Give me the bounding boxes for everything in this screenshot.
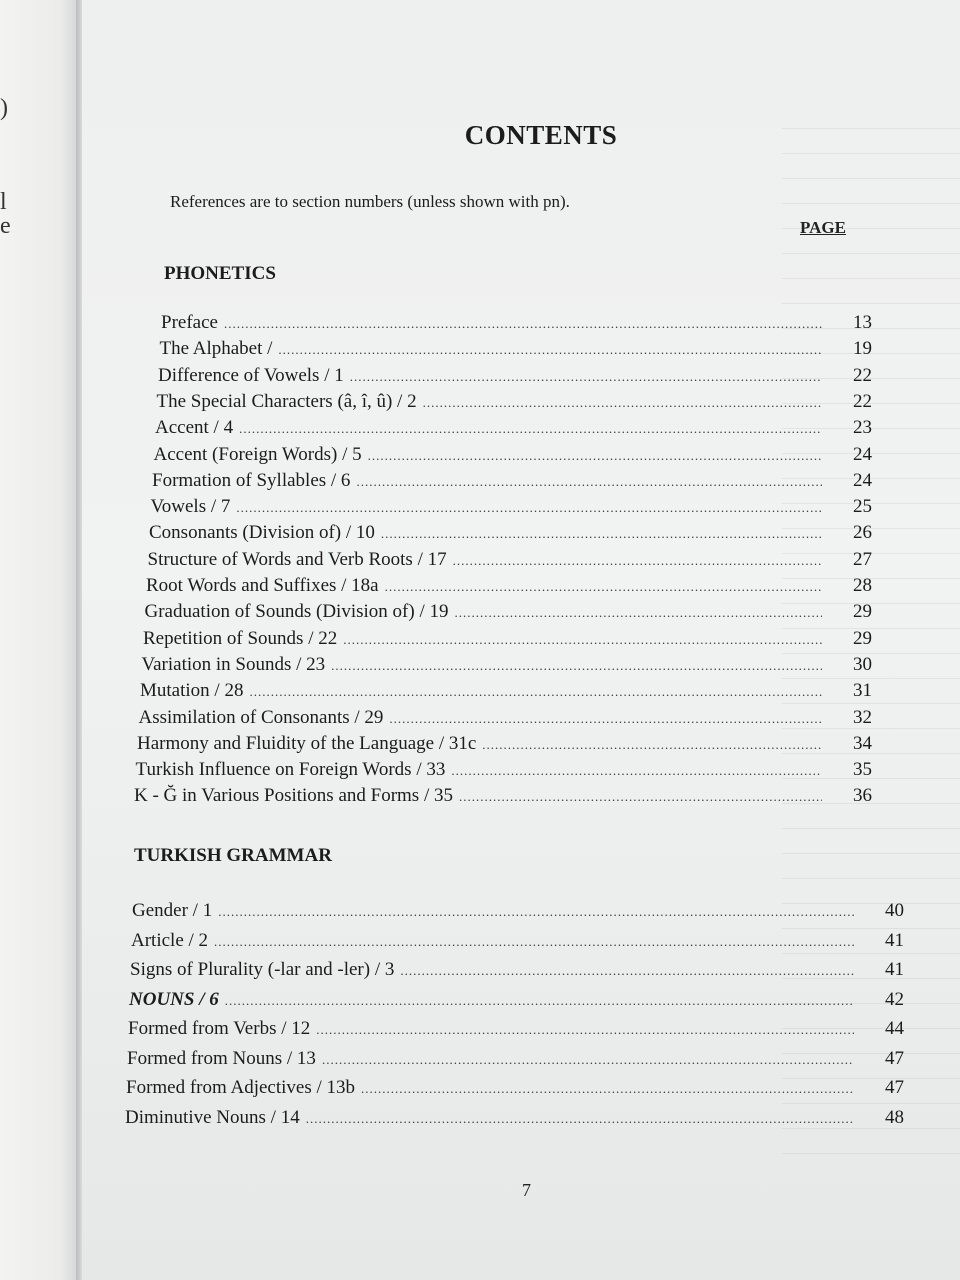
toc-entry-page: 48	[885, 1106, 904, 1128]
dot-leader	[225, 993, 854, 1009]
section-heading-turkish-grammar: TURKISH GRAMMAR	[134, 845, 332, 866]
toc-entry	[157, 391, 873, 413]
toc-entry	[146, 575, 872, 597]
toc-entry-page: 42	[885, 988, 904, 1010]
toc-entry-page: 34	[853, 732, 872, 754]
dot-leader	[249, 684, 822, 700]
toc-entry-label: Article / 2	[131, 929, 209, 951]
dot-leader	[278, 342, 822, 358]
toc-entry	[160, 338, 873, 360]
toc-entry	[145, 601, 873, 623]
toc-entry	[148, 549, 873, 571]
toc-entry-label: Consonants (Division of) / 10	[149, 522, 375, 544]
left-page-marks	[0, 95, 11, 257]
toc-entry	[154, 444, 873, 466]
dot-leader	[214, 934, 854, 950]
page-title: CONTENTS	[464, 120, 618, 150]
dot-leader	[423, 395, 822, 411]
dot-leader	[224, 316, 822, 332]
contents-page	[82, 0, 960, 1280]
toc-entry	[149, 522, 872, 544]
toc-entry	[151, 496, 873, 518]
toc-entry-page: 40	[885, 900, 904, 921]
toc-entry-page: 28	[853, 575, 872, 596]
toc-entry	[142, 654, 873, 676]
toc-entry	[136, 759, 873, 781]
dot-leader	[343, 632, 822, 648]
dot-leader	[331, 658, 822, 674]
dot-leader	[454, 605, 822, 621]
toc-entry	[128, 1018, 904, 1040]
toc-entry-label: The Special Characters (â, î, û) / 2	[156, 390, 417, 412]
dot-leader	[389, 711, 822, 727]
toc-entry	[125, 1107, 904, 1129]
toc-entry-page: 23	[853, 417, 872, 439]
toc-entry-page: 19	[853, 338, 872, 360]
dot-leader	[350, 369, 822, 385]
toc-entry-label: Mutation / 28	[140, 680, 244, 702]
toc-entry-label: Turkish Influence on Foreign Words / 33	[135, 759, 446, 781]
toc-entry-label: Signs of Plurality (-lar and -ler) / 3	[130, 959, 395, 980]
dot-leader	[218, 904, 854, 920]
toc-entry-page: 26	[853, 522, 872, 544]
dot-leader	[482, 737, 822, 753]
toc-entry	[130, 959, 904, 981]
toc-entry-label: Accent / 4	[155, 417, 234, 439]
toc-entry-page: 44	[885, 1018, 904, 1039]
left-mark: l	[0, 189, 7, 215]
left-mark: e	[0, 213, 11, 239]
toc-entry	[127, 1048, 904, 1070]
toc-entry-label: Formed from Nouns / 13	[127, 1047, 316, 1069]
toc-entry-page: 47	[885, 1077, 904, 1098]
toc-entry-label: Variation in Sounds / 23	[141, 653, 326, 675]
toc-entry	[131, 930, 904, 952]
page-column-header: PAGE	[800, 218, 846, 237]
toc-entry-label: Preface	[161, 312, 218, 333]
page-number: 7	[522, 1180, 531, 1200]
toc-entry-label: Structure of Words and Verb Roots / 17	[147, 548, 447, 570]
toc-entry	[158, 365, 872, 387]
dot-leader	[459, 789, 822, 805]
dot-leader	[451, 763, 822, 779]
toc-entry-page: 27	[853, 548, 872, 570]
toc-entry	[139, 707, 873, 729]
toc-entry	[132, 900, 904, 922]
toc-entry-page: 13	[853, 312, 872, 333]
toc-entry	[161, 312, 872, 334]
toc-entry-label: Accent (Foreign Words) / 5	[153, 443, 362, 465]
section-heading-phonetics: PHONETICS	[164, 263, 276, 284]
toc-entry-page: 29	[853, 601, 872, 623]
toc-entry-page: 29	[853, 627, 872, 649]
dot-leader	[306, 1111, 854, 1127]
toc-entry-page: 22	[853, 364, 872, 386]
dot-leader	[453, 553, 822, 569]
toc-entry	[126, 1077, 904, 1099]
toc-entry-label: Diminutive Nouns / 14	[125, 1106, 300, 1128]
dot-leader	[381, 526, 822, 542]
toc-entry-label: NOUNS / 6	[129, 988, 219, 1010]
toc-entry-label: Difference of Vowels / 1	[158, 364, 344, 386]
toc-entry	[137, 733, 872, 755]
left-mark: )	[0, 95, 8, 121]
toc-entry-label: Assimilation of Consonants / 29	[138, 706, 384, 728]
dot-leader	[356, 474, 822, 490]
toc-entry-label: Repetition of Sounds / 22	[143, 627, 338, 649]
toc-entry-page: 36	[853, 785, 872, 807]
dot-leader	[368, 448, 822, 464]
toc-entry-label: Vowels / 7	[150, 496, 231, 518]
toc-entry-label: The Alphabet /	[159, 338, 273, 360]
toc-entry-page: 25	[853, 496, 872, 518]
toc-entry-label: Formed from Adjectives / 13b	[126, 1077, 356, 1098]
toc-entry-page: 24	[853, 469, 872, 491]
left-page-edge	[0, 0, 78, 1280]
toc-entry-label: Harmony and Fluidity of the Language / 31c	[137, 732, 477, 754]
toc-entry-page: 32	[853, 706, 872, 728]
dot-leader	[385, 579, 822, 595]
toc-entry	[152, 470, 872, 492]
toc-entry-label: Graduation of Sounds (Division of) / 19	[144, 601, 449, 623]
toc-entry	[140, 680, 872, 702]
dot-leader	[239, 421, 822, 437]
toc-entry-label: Formation of Syllables / 6	[152, 469, 351, 491]
dot-leader	[236, 500, 822, 516]
references-note: References are to section numbers (unless shown with pn).	[170, 192, 570, 211]
toc-entry	[143, 628, 872, 650]
toc-entry-page: 24	[853, 443, 872, 465]
toc-entry-label: Root Words and Suffixes / 18a	[146, 575, 379, 596]
toc-entry-label: Formed from Verbs / 12	[128, 1018, 311, 1039]
dot-leader	[316, 1022, 854, 1038]
toc-entry-label: K - Ğ in Various Positions and Forms / 35	[134, 785, 453, 807]
dot-leader	[322, 1052, 854, 1068]
toc-entry-page: 41	[885, 929, 904, 951]
toc-entry-page: 41	[885, 959, 904, 980]
toc-entry-label: Gender / 1	[132, 900, 213, 921]
dot-leader	[400, 963, 854, 979]
toc-entry-page: 22	[853, 390, 872, 412]
dot-leader	[361, 1081, 854, 1097]
toc-entry	[134, 785, 872, 807]
toc-entry	[155, 417, 872, 439]
toc-entry-page: 31	[853, 680, 872, 702]
toc-entry-page: 30	[853, 653, 872, 675]
toc-entry-page: 47	[885, 1047, 904, 1069]
toc-entry	[129, 989, 904, 1011]
toc-entry-page: 35	[853, 759, 872, 781]
